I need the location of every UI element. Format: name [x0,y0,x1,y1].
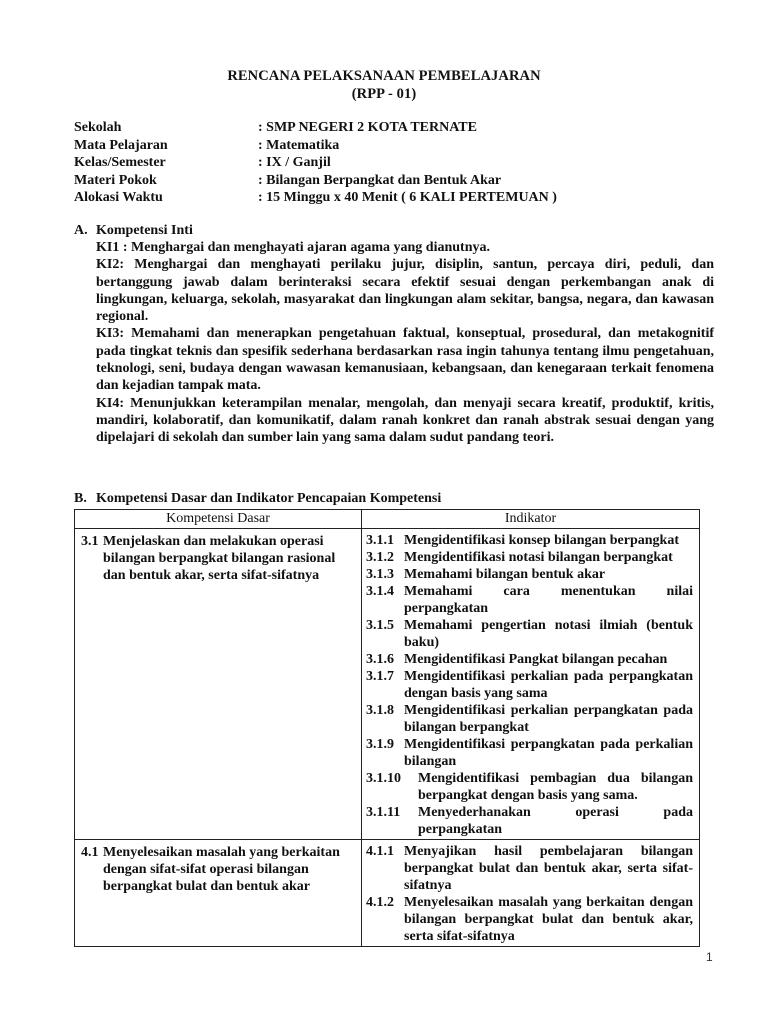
indicator-item [366,804,693,838]
kd-indikator-table [74,509,700,947]
indicator-number: 3.1.2 [366,550,394,565]
ki-text: : Menunjukkan keterampilan menalar, mengolah, dan menyaji secara kreatif, produktif, kritis, mandiri, kolaboratif, dan komunikatif, dalam ranah konkret dan ranah abstrak sesuai dengan yang dipelajari di sekolah dan sumber lain yang sama dalam sudut pandang teori. [96,395,714,446]
section-kompetensi-dasar [74,490,714,507]
ki-label: KI3 [96,326,120,342]
info-value: : IX / Ganjil [258,155,331,170]
section-letter: B. [74,491,87,506]
section-title: Kompetensi Inti [96,223,193,238]
kd-number: 4.1 [81,845,99,860]
indicator-number: 3.1.9 [366,737,394,752]
document-subtitle: (RPP - 01) [351,86,417,102]
info-row-kelas-semester [74,154,557,172]
section-letter: A. [74,223,88,238]
indicator-number: 3.1.6 [366,652,394,667]
indicator-item [366,702,693,736]
ki-label: KI1 [96,240,120,255]
table-row [75,840,700,947]
indicator-item [366,532,693,549]
kd-text: Menyelesaikan masalah yang berkaitan dengan sifat-sifat operasi bilangan berpangkat bulat dan bentuk akar [103,845,340,894]
indicator-text: Memahami cara menentukan nilai perpangkatan [404,584,693,616]
info-value: : 15 Minggu x 40 Menit ( 6 KALI PERTEMUAN ) [258,190,557,205]
indicator-text: Mengidentifikasi perkalian pada perpangkatan dengan basis yang sama [404,669,693,701]
indicator-item [366,651,693,668]
indicator-number: 3.1.3 [366,567,394,582]
table-header-row [75,510,700,529]
identity-block [74,119,557,207]
indicator-number: 3.1.5 [366,618,394,633]
kd-cell [75,840,362,947]
info-label: Sekolah [74,120,122,135]
indicator-number: 3.1.7 [366,669,394,684]
indicator-number: 4.1.2 [366,895,394,910]
section-heading [74,490,714,507]
section-kompetensi-inti [74,222,714,447]
info-value: : Bilangan Berpangkat dan Bentuk Akar [258,172,502,188]
indicator-item [366,843,693,894]
info-label: Mata Pelajaran [74,137,168,153]
ki-text: : Memahami dan menerapkan pengetahuan faktual, konseptual, prosedural, dan metakognitif pada tingkat teknis dan spesifik sederhana berdasarkan rasa ingin tahunya tentang ilmu pengetahuan, teknologi, seni, budaya dengan wawasan kemanusiaan, kebangsaan, dan kenegaraan terkait fenomena dan kejadian tampak mata. [96,326,714,394]
indicator-text: Menyederhanakan operasi pada perpangkatan [418,805,693,837]
table-row [75,529,700,840]
indicator-number: 3.1.4 [366,584,394,599]
info-value: : SMP NEGERI 2 KOTA TERNATE [258,120,477,135]
indicator-item [366,566,693,583]
indicator-item [366,668,693,702]
indicator-text: Mengidentifikasi konsep bilangan berpangkat [404,533,680,548]
info-row-alokasi-waktu [74,189,557,207]
kd-cell [75,529,362,840]
indicator-text: Memahami bilangan bentuk akar [404,567,606,582]
indicator-cell [362,529,700,840]
indicator-number: 4.1.1 [366,844,394,859]
indicator-cell [362,840,700,947]
info-label: Materi Pokok [74,172,157,188]
indicator-number: 3.1.10 [366,771,401,786]
indicator-number: 3.1.11 [366,805,401,820]
info-label: Alokasi Waktu [74,190,163,205]
indicator-item [366,549,693,566]
ki3-paragraph [96,325,714,394]
indicator-text: Mengidentifikasi notasi bilangan berpangkat [404,550,673,565]
column-header-indikator: Indikator [362,510,700,529]
ki-text: : Menghargai dan menghayati ajaran agama yang dianutnya. [119,240,490,255]
indicator-item [366,583,693,617]
section-heading [74,222,714,239]
indicator-text: Memahami pengertian notasi ilmiah (bentuk baku) [404,618,693,650]
info-value: : Matematika [258,137,340,153]
indicator-item [366,894,693,945]
section-title: Kompetensi Dasar dan Indikator Pencapaian Kompetensi [96,491,442,506]
info-row-sekolah [74,119,557,137]
indicator-text: Mengidentifikasi perpangkatan pada perkalian bilangan [404,737,693,769]
page-number: 1 [706,950,713,964]
indicator-text: Menyajikan hasil pembelajaran bilangan berpangkat bulat dan bentuk akar, serta sifat-sifatnya [404,844,693,893]
indicator-number: 3.1.8 [366,703,394,718]
kd-number: 3.1 [81,534,99,549]
column-header-kompetensi-dasar: Kompetensi Dasar [75,510,362,529]
ki4-paragraph [96,395,714,447]
kd-text: Menjelaskan dan melakukan operasi bilangan berpangkat bilangan rasional dan bentuk akar, serta sifat-sifatnya [103,534,336,583]
ki-text: : Menghargai dan menghayati perilaku jujur, disiplin, santun, percaya diri, peduli, dan bertanggung jawab dalam berinteraksi secara efektif sesuai dengan perkembangan anak di lingkungan, keluarga, sekolah, masyarakat dan lingkungan alam sekitar, bangsa, negara, dan kawasan regional. [96,257,714,325]
info-row-mata-pelajaran [74,137,557,155]
ki-label: KI2 [96,257,120,273]
ki1-paragraph [96,239,714,256]
indicator-text: Mengidentifikasi perkalian perpangkatan pada bilangan berpangkat [404,703,693,735]
indicator-item [366,770,693,804]
document-title: RENCANA PELAKSANAAN PEMBELAJARAN [227,68,541,84]
indicator-text: Mengidentifikasi Pangkat bilangan pecahan [404,652,668,667]
ki2-paragraph [96,256,714,325]
indicator-item [366,617,693,651]
ki-label: KI4 [96,395,120,411]
indicator-number: 3.1.1 [366,533,394,548]
indicator-text: Menyelesaikan masalah yang berkaitan dengan bilangan berpangkat bulat dan bentuk akar, serta sifat-sifatnya [404,895,693,944]
indicator-item [366,736,693,770]
info-label: Kelas/Semester [74,155,166,170]
info-row-materi-pokok [74,172,557,190]
indicator-text: Mengidentifikasi pembagian dua bilangan berpangkat dengan basis yang sama. [418,771,693,803]
